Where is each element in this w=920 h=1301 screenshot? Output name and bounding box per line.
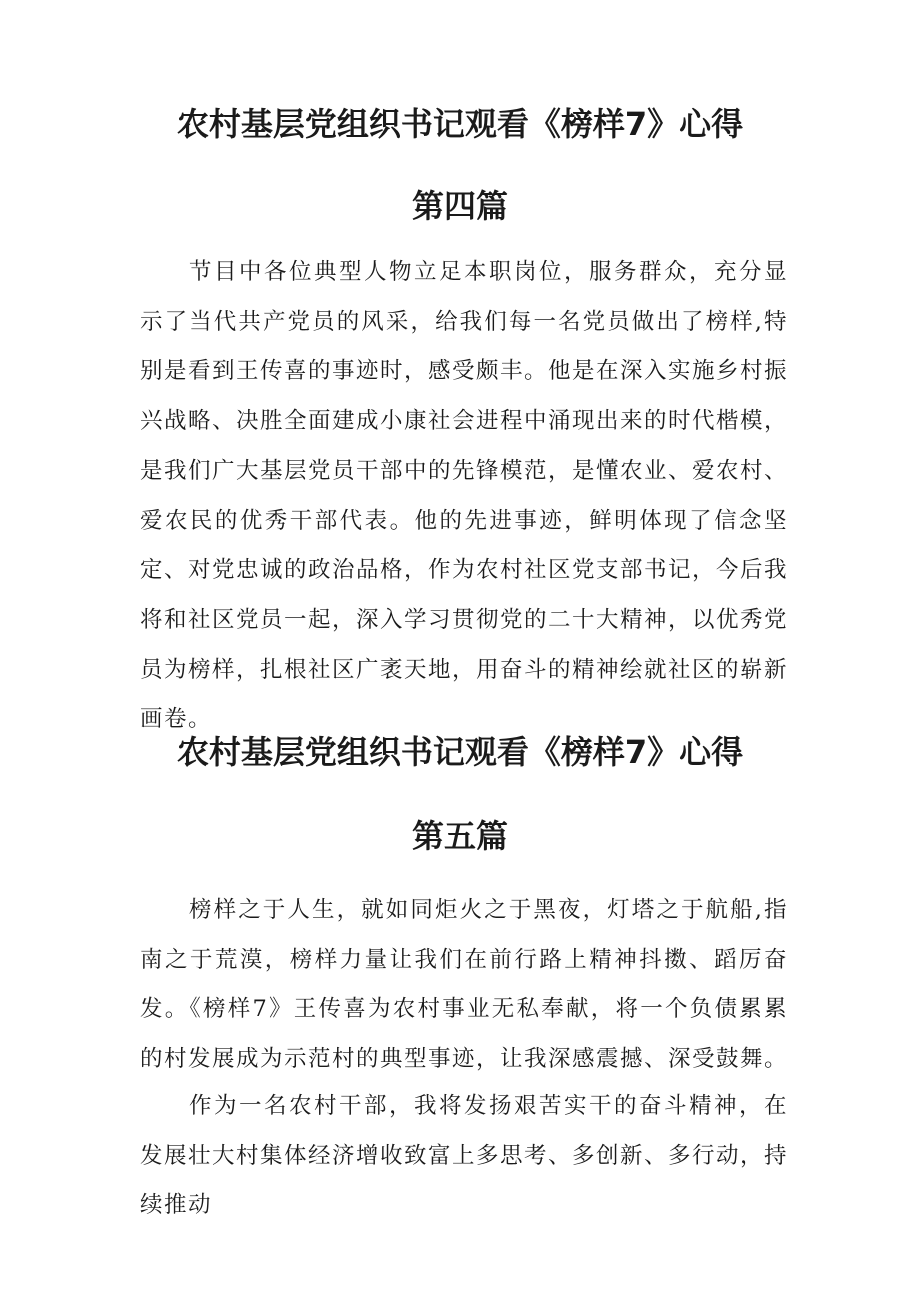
section-5-title: 农村基层党组织书记观看《榜样7》心得 bbox=[176, 733, 744, 771]
section-4-title: 农村基层党组织书记观看《榜样7》心得 bbox=[176, 105, 744, 143]
section-5-paragraph-2: 作为一名农村干部，我将发扬艰苦实干的奋斗精神，在发展壮大村集体经济增收致富上多思考、多创新、多行动，持续推动 bbox=[140, 1093, 789, 1219]
section-4-paragraph: 节目中各位典型人物立足本职岗位，服务群众，充分显示了当代共产党员的风采，给我们每一名党员做出了榜样,特别是看到王传喜的事迹时，感受颇丰。他是在深入实施乡村振兴战略、决胜全面建成小康社会进程中涌现出来的时代楷模，是我们广大基层党员干部中的先锋模范，是懂农业、爱农村、爱农民的优秀干部代表。他的先进事迹，鲜明体现了信念坚定、对党忠诚的政治品格，作为农村社区党支部书记，今后我将和社区党员一起，深入学习贯彻党的二十大精神，以优秀党员为榜样，扎根社区广袤天地，用奋斗的精神绘就社区的崭新画卷。 bbox=[140, 259, 789, 733]
section-4-subtitle: 第四篇 bbox=[411, 187, 508, 225]
section-5-subtitle: 第五篇 bbox=[411, 817, 508, 855]
section-5-paragraph-1: 榜样之于人生，就如同炬火之于黑夜，灯塔之于航船,指南之于荒漠，榜样力量让我们在前行路上精神抖擞、蹈厉奋发。《榜样7》王传喜为农村事业无私奉献，将一个负债累累的村发展成为示范村的典型事迹，让我深感震撼、深受鼓舞。 bbox=[140, 897, 789, 1073]
